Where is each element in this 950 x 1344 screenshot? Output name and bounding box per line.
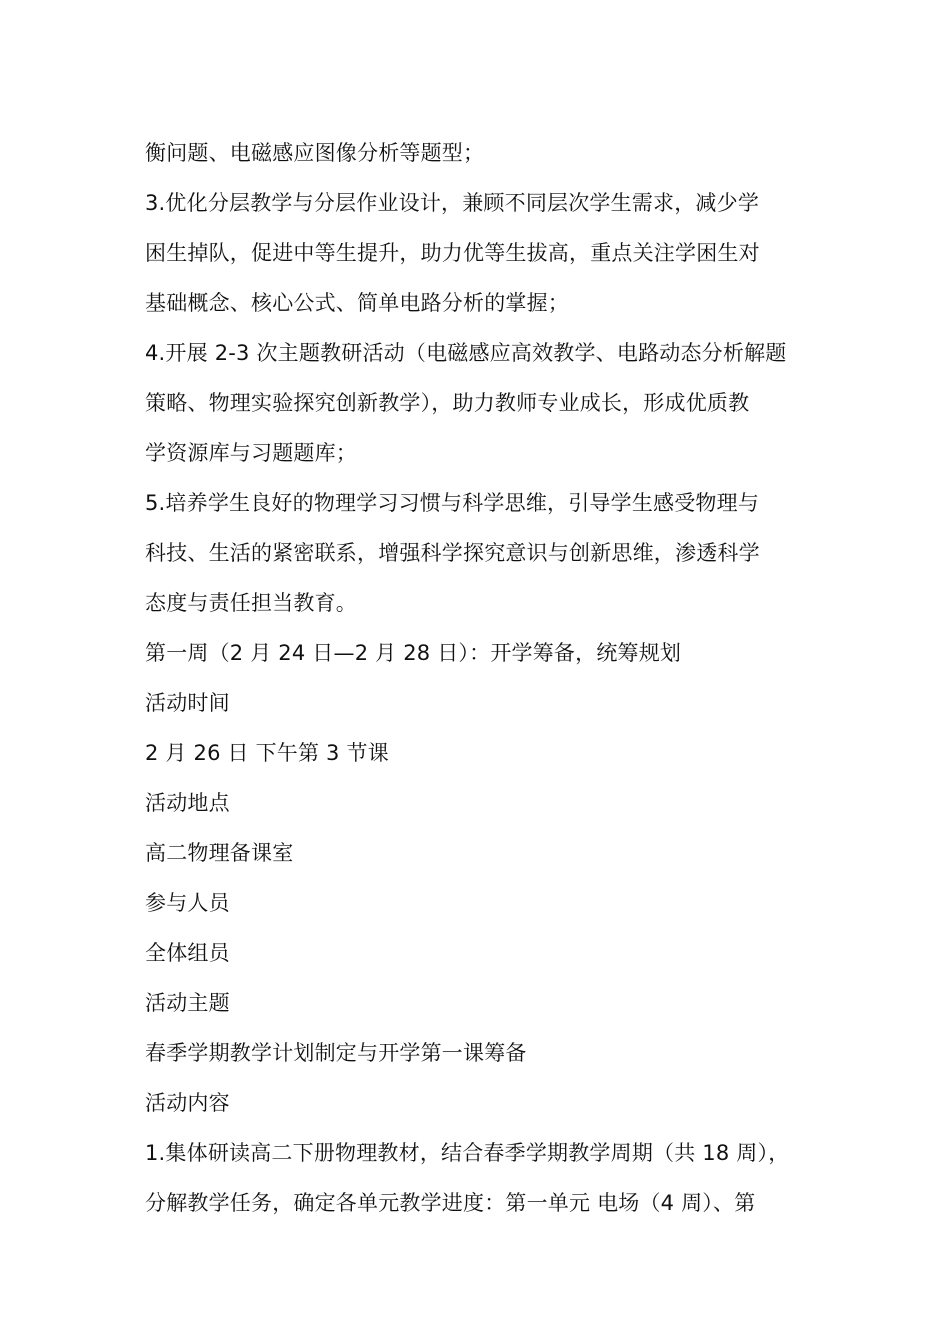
participants-value: 全体组员 xyxy=(145,941,230,965)
activity-theme-label: 活动主题 xyxy=(145,991,230,1015)
goal-5-line-2: 科技、生活的紧密联系，增强科学探究意识与创新思维，渗透科学 xyxy=(145,541,760,565)
document-body xyxy=(145,128,815,1228)
goal-3-line-3: 基础概念、核心公式、简单电路分析的掌握； xyxy=(145,291,569,315)
participants-label: 参与人员 xyxy=(145,891,230,915)
goal-3-line-2: 困生掉队，促进中等生提升，助力优等生拔高，重点关注学困生对 xyxy=(145,241,760,265)
goal-4-line-2: 策略、物理实验探究创新教学），助力教师专业成长，形成优质教 xyxy=(145,391,750,415)
content-item-1-line-2: 分解教学任务，确定各单元教学进度：第一单元 电场（4 周）、第 xyxy=(145,1191,756,1215)
goal-4-line-1: 4.开展 2-3 次主题教研活动（电磁感应高效教学、电路动态分析解题 xyxy=(145,341,787,365)
paragraph-line: 衡问题、电磁感应图像分析等题型； xyxy=(145,141,485,165)
activity-theme-value: 春季学期教学计划制定与开学第一课筹备 xyxy=(145,1041,527,1065)
activity-time-label: 活动时间 xyxy=(145,691,230,715)
goal-3-line-1: 3.优化分层教学与分层作业设计，兼顾不同层次学生需求，减少学 xyxy=(145,191,760,215)
activity-location-label: 活动地点 xyxy=(145,791,230,815)
content-item-1-line-1: 1.集体研读高二下册物理教材，结合春季学期教学周期（共 18 周）， xyxy=(145,1141,790,1165)
activity-location-value: 高二物理备课室 xyxy=(145,841,294,865)
week-1-heading: 第一周（2 月 24 日—2 月 28 日）：开学筹备，统筹规划 xyxy=(145,641,682,665)
goal-5-line-3: 态度与责任担当教育。 xyxy=(145,591,357,615)
goal-4-line-3: 学资源库与习题题库； xyxy=(145,441,357,465)
activity-content-label: 活动内容 xyxy=(145,1091,230,1115)
goal-5-line-1: 5.培养学生良好的物理学习习惯与科学思维，引导学生感受物理与 xyxy=(145,491,760,515)
activity-time-value: 2 月 26 日 下午第 3 节课 xyxy=(145,741,389,765)
